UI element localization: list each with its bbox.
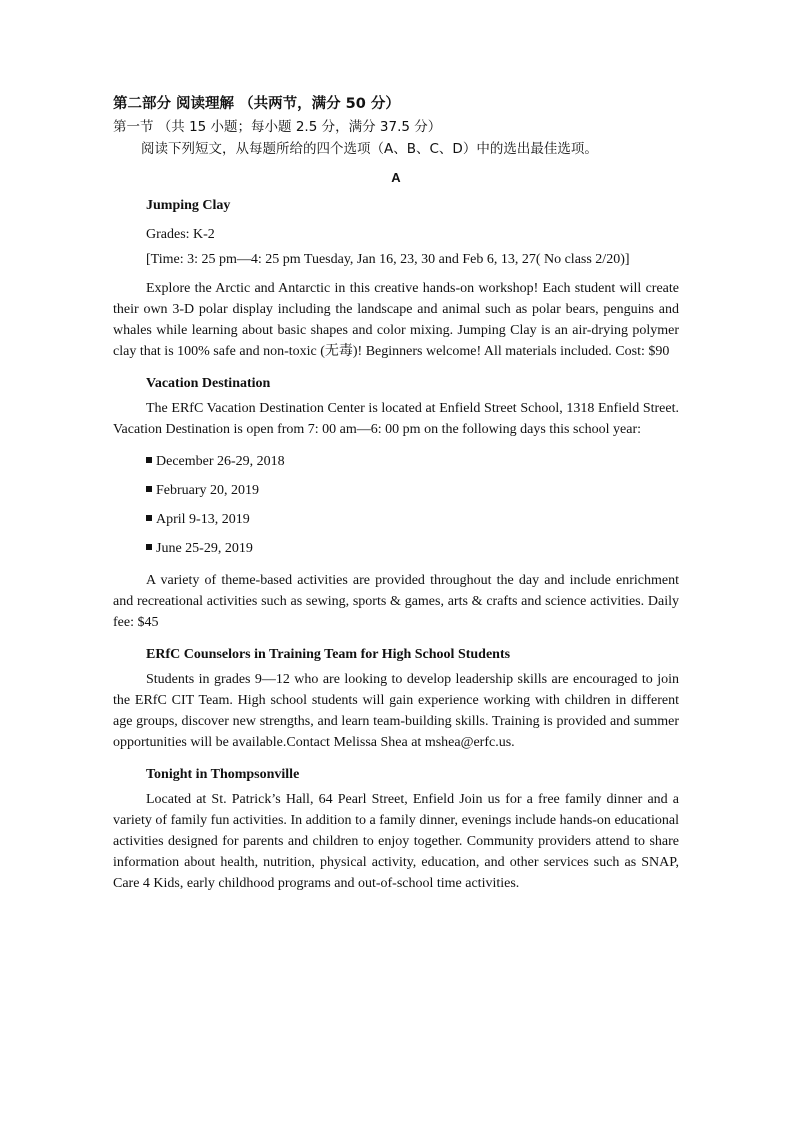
- bullet-icon: [146, 457, 152, 463]
- vacation-date-item: [113, 505, 679, 534]
- vacation-date: February 20, 2019: [156, 483, 260, 498]
- jumping-clay-body: Explore the Arctic and Antarctic in this creative hands-on workshop! Each student will create their own 3-D polar display including the landscape and animal such as polar bears, penguins and whales while learning about basic shapes and color mixing. Jumping Clay is an air-drying polymer clay that is 100% safe and non-toxic (无毒)! Beginners welcome! All materials included. Cost: $90: [113, 281, 679, 359]
- jumping-clay-time: [Time: 3: 25 pm—4: 25 pm Tuesday, Jan 16, 23, 30 and Feb 6, 13, 27( No class 2/20)]: [146, 252, 630, 267]
- part-title: 第二部分 阅读理解 （共两节，满分 50 分）: [113, 96, 400, 112]
- vacation-date: April 9-13, 2019: [156, 512, 250, 527]
- document-page: [113, 94, 679, 894]
- bullet-icon: [146, 486, 152, 492]
- vacation-date-item: [113, 534, 679, 563]
- bullet-icon: [146, 544, 152, 550]
- jumping-clay-grades: Grades: K-2: [146, 227, 215, 242]
- tonight-body: Located at St. Patrick’s Hall, 64 Pearl Street, Enfield Join us for a free family dinner and a variety of family fun activities. In addition to a family dinner, evenings include hands-on educational activities designed for parents and children to enjoy together. Community providers attend to share information about health, nutrition, physical activity, education, and other services such as SNAP, Care 4 Kids, early childhood programs and out-of-school time activities.: [113, 792, 679, 891]
- vacation-title: Vacation Destination: [146, 376, 271, 391]
- vacation-intro: The ERfC Vacation Destination Center is located at Enfield Street School, 1318 Enfield Street. Vacation Destination is open from 7: 00 am—6: 00 pm on the following days this school year:: [113, 401, 679, 437]
- vacation-date-item: [113, 447, 679, 476]
- tonight-title: Tonight in Thompsonville: [146, 767, 300, 782]
- passage-letter: A: [391, 170, 401, 185]
- vacation-date: December 26-29, 2018: [156, 454, 285, 469]
- section-title: 第一节 （共 15 小题；每小题 2.5 分，满分 37.5 分）: [113, 119, 442, 135]
- jumping-clay-title: Jumping Clay: [146, 198, 231, 213]
- vacation-body: A variety of theme-based activities are provided throughout the day and include enrichment and recreational activities such as sewing, sports & games, arts & crafts and science activities. Daily fee: $45: [113, 573, 679, 630]
- cit-title: ERfC Counselors in Training Team for High School Students: [146, 647, 511, 662]
- bullet-icon: [146, 515, 152, 521]
- vacation-date: June 25-29, 2019: [156, 541, 253, 556]
- instructions: 阅读下列短文，从每题所给的四个选项（A、B、C、D）中的选出最佳选项。: [141, 141, 598, 157]
- cit-body: Students in grades 9—12 who are looking to develop leadership skills are encouraged to join the ERfC CIT Team. High school students will gain experience working with children in different age groups, discover new strengths, and learn team-building skills. Training is provided and summer opportunities will be available.Contact Melissa Shea at mshea@erfc.us.: [113, 672, 679, 750]
- vacation-date-item: [113, 476, 679, 505]
